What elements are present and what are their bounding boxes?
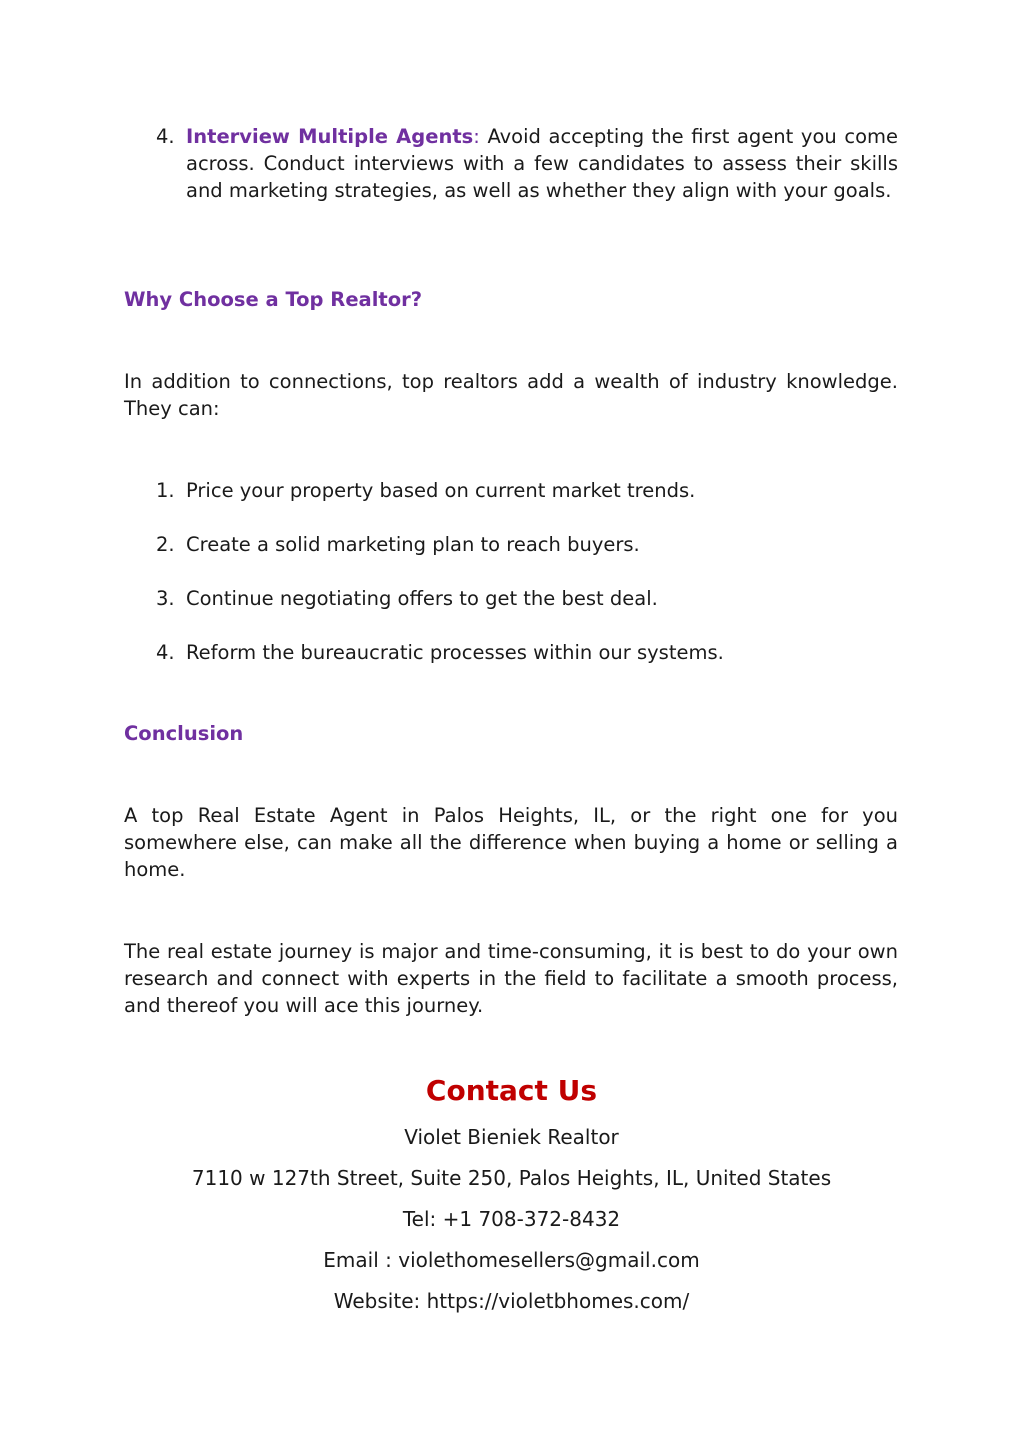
list-item-body: Avoid accepting the first agent you come across. Conduct interviews with a few candidates to assess their skills and marketing strategies, as well as whether they align with your goals. <box>186 125 898 202</box>
list-item-text: Continue negotiating offers to get the best deal. <box>186 587 658 610</box>
paragraph-why-intro: In addition to connections, top realtors add a wealth of industry knowledge. They can: <box>124 370 898 420</box>
contact-phone: Tel: +1 708-372-8432 <box>402 1207 621 1231</box>
list-item-number: 1. <box>156 479 175 502</box>
section-heading-conclusion: Conclusion <box>124 722 244 745</box>
contact-website: Website: https://violetbhomes.com/ <box>333 1289 690 1313</box>
list-item-text: Reform the bureaucratic processes within our systems. <box>186 641 724 664</box>
contact-email: Email : violethomesellers@gmail.com <box>323 1248 700 1272</box>
list-item <box>124 477 898 504</box>
list-item-colon: : <box>473 125 480 148</box>
list-item-number: 4. <box>156 641 175 664</box>
paragraph-conclusion-2: The real estate journey is major and time-consuming, it is best to do your own research and connect with experts in the field to facilitate a smooth process, and thereof you will ace this journey. <box>124 940 898 1017</box>
list-item-text: Create a solid marketing plan to reach buyers. <box>186 533 640 556</box>
list-item-number: 2. <box>156 533 175 556</box>
contact-title: Contact Us <box>425 1074 598 1107</box>
paragraph-conclusion-1: A top Real Estate Agent in Palos Heights, IL, or the right one for you somewhere else, can make all the difference when buying a home or selling a home. <box>124 804 898 881</box>
list-item-text: Price your property based on current market trends. <box>186 479 696 502</box>
list-item-interview-agents <box>124 123 898 204</box>
list-item-number: 3. <box>156 587 175 610</box>
list-item <box>124 531 898 558</box>
list-item <box>124 585 898 612</box>
section-heading-why-choose: Why Choose a Top Realtor? <box>124 288 423 311</box>
list-item-title: Interview Multiple Agents <box>186 125 474 148</box>
contact-address: 7110 w 127th Street, Suite 250, Palos Heights, IL, United States <box>191 1166 832 1190</box>
contact-name: Violet Bieniek Realtor <box>404 1125 619 1149</box>
list-item <box>124 639 898 666</box>
list-item-number: 4. <box>156 125 175 148</box>
